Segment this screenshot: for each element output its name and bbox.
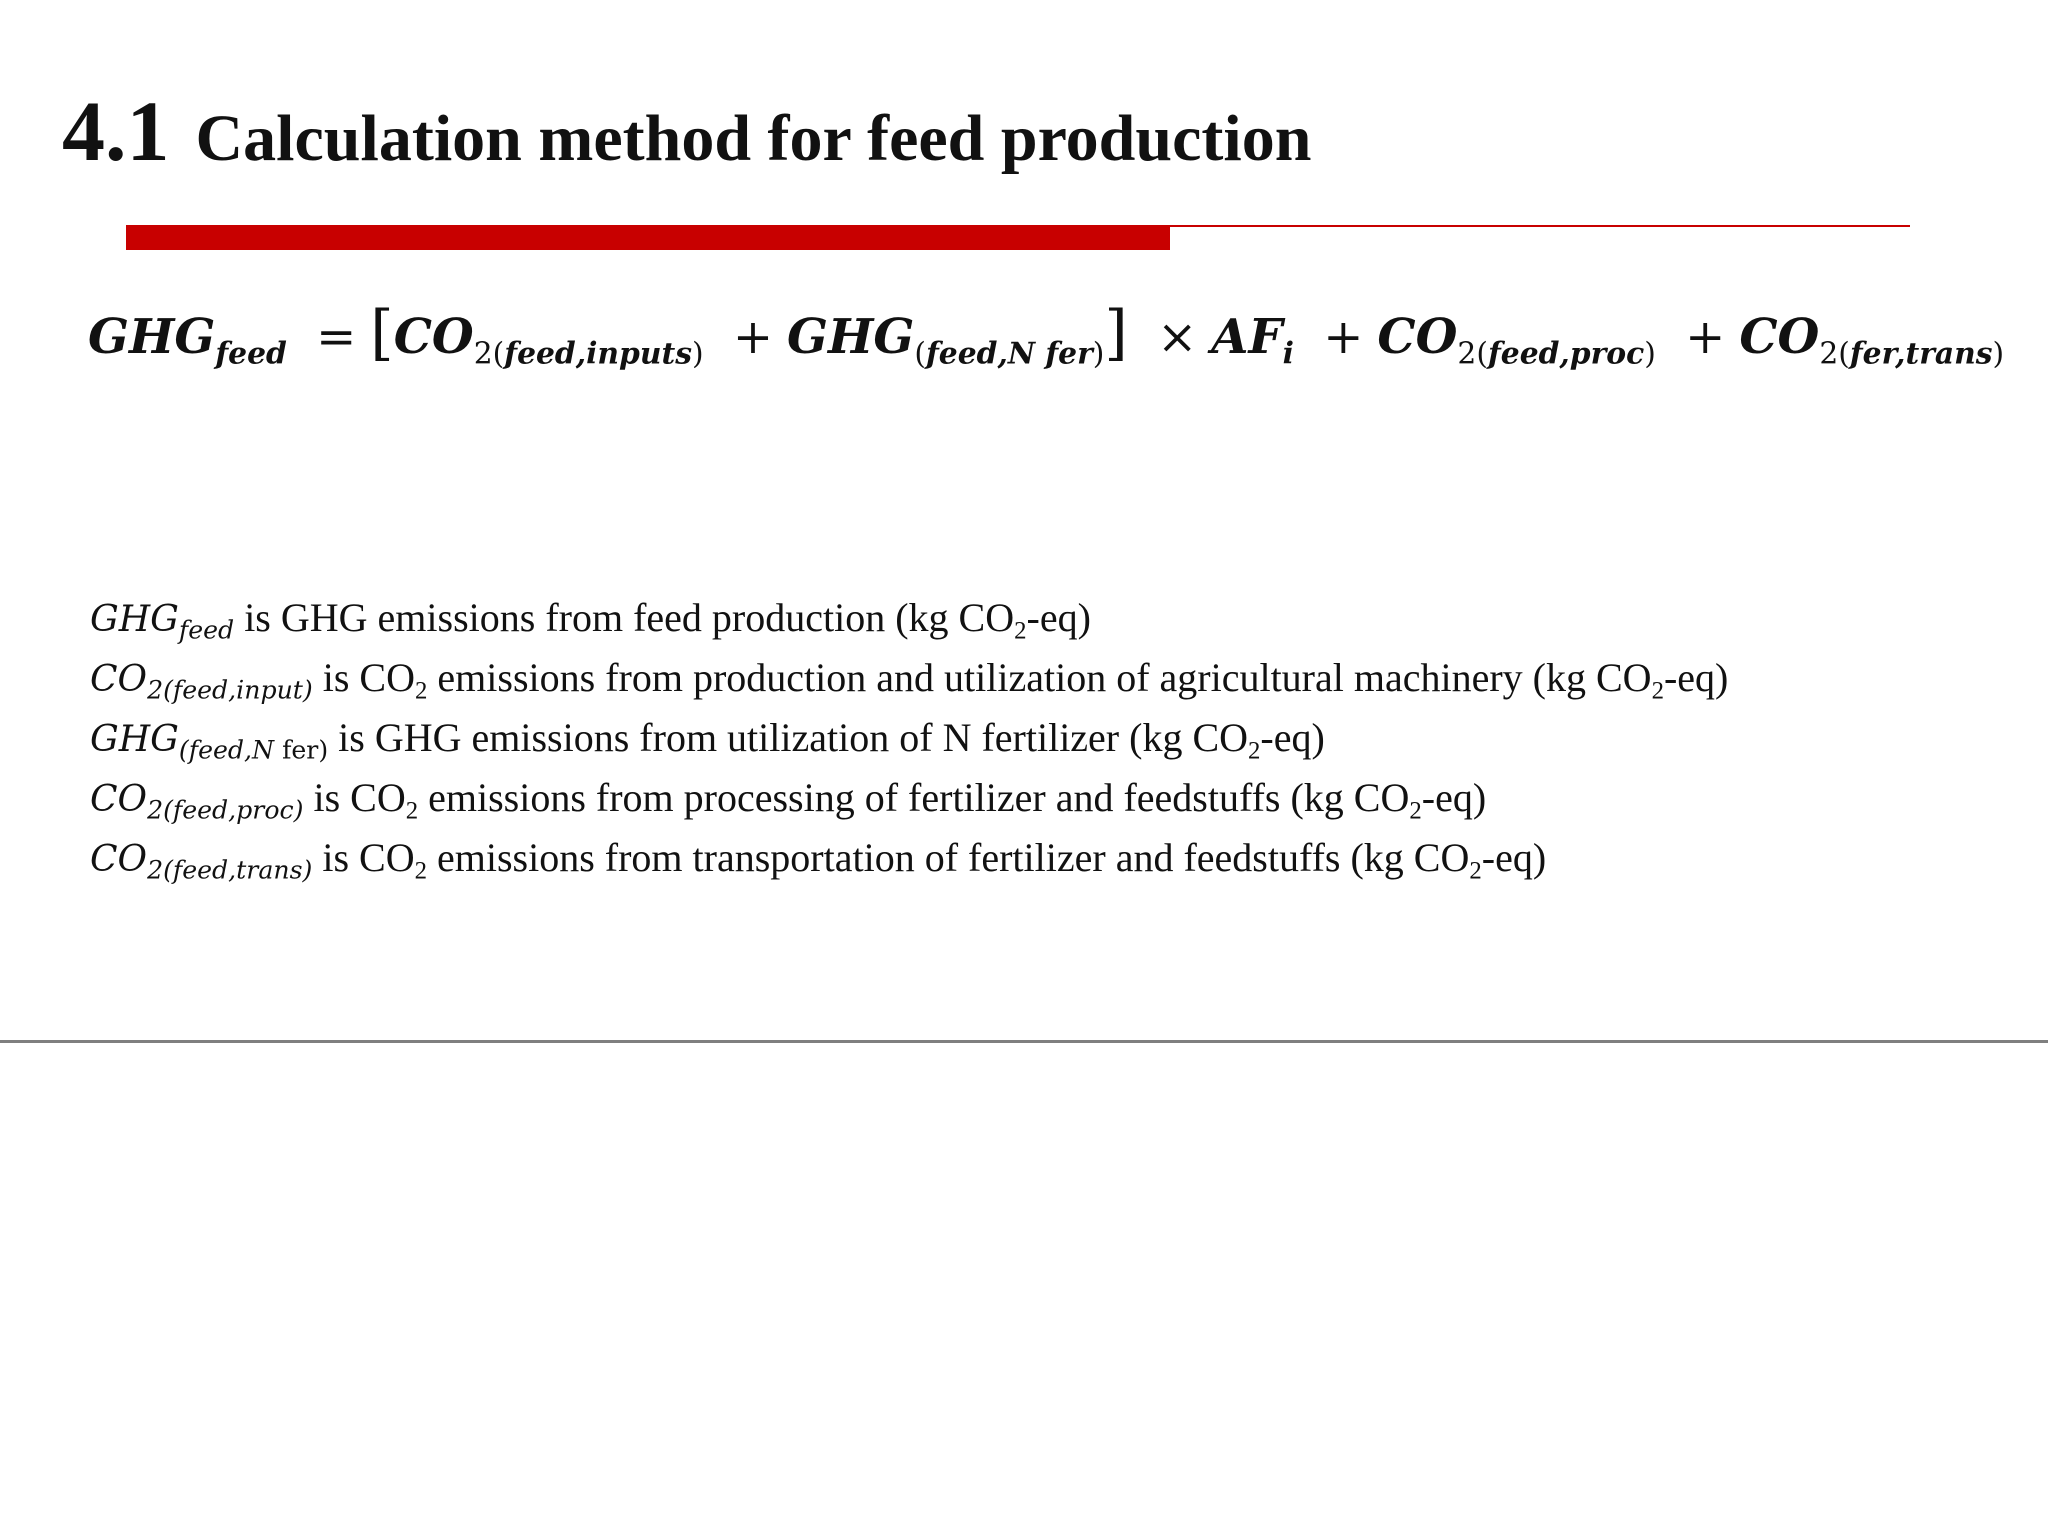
eq-plus-3: + xyxy=(1685,309,1726,365)
title-underline-rule xyxy=(1170,225,1910,227)
eq-term3: CO xyxy=(1377,309,1458,365)
def-symbol: $GHG_{(feed,N fer)}$ xyxy=(90,719,329,765)
definition-ghg-feed-n-fer xyxy=(90,708,1728,768)
eq-term2-sub: (feed,N fer) xyxy=(914,336,1105,372)
eq-plus-1: + xyxy=(732,309,774,365)
section-number: 4.1 xyxy=(62,83,170,179)
def-symbol: $GHG_{feed}$ xyxy=(90,599,235,645)
eq-lhs-sub: feed xyxy=(215,336,287,372)
definition-co2-feed-proc xyxy=(90,768,1728,828)
eq-term3-sub: 2(feed,proc) xyxy=(1457,336,1656,372)
footer-divider xyxy=(0,1040,2048,1043)
definition-co2-feed-trans xyxy=(90,828,1728,888)
section-title: Calculation method for feed production xyxy=(195,102,1312,175)
definition-co2-feed-input xyxy=(90,648,1728,708)
def-text: is $CO_2$ emissions from transportation of fertilizer and feedstuffs (kg $CO_2-eq$) xyxy=(312,835,1547,885)
def-symbol: $CO_{2(feed,proc)}$ xyxy=(90,779,304,825)
eq-close-bracket: ] xyxy=(1104,298,1128,368)
def-symbol: $CO_{2(feed,input)}$ xyxy=(90,659,313,705)
def-text: is $CO_2$ emissions from processing of fertilizer and feedstuffs (kg $CO_2-eq$) xyxy=(303,775,1487,825)
eq-equals: = xyxy=(316,309,357,365)
eq-term4-sub: 2(fer,trans) xyxy=(1819,336,2005,372)
slide-title xyxy=(62,83,1312,179)
def-text: is $CO_2$ emissions from production and utilization of agricultural machinery (kg $CO_2-eq$) xyxy=(312,655,1729,705)
eq-times: × xyxy=(1157,309,1198,365)
eq-term1: CO xyxy=(393,309,474,365)
title-underline-bar xyxy=(126,225,1170,250)
definition-ghg-feed xyxy=(90,588,1728,648)
variable-definitions xyxy=(90,588,1728,888)
def-text: is GHG emissions from feed production (kg $CO_2-eq$) xyxy=(234,595,1091,645)
def-text: is GHG emissions from utilization of N fertilizer (kg $CO_2-eq$) xyxy=(328,715,1325,765)
eq-term4: CO xyxy=(1739,309,1820,365)
eq-plus-2: + xyxy=(1323,309,1364,365)
eq-af: AF xyxy=(1211,309,1283,365)
def-symbol: $CO_{2(feed,trans)}$ xyxy=(90,839,313,885)
eq-open-bracket: [ xyxy=(370,298,394,368)
eq-af-sub: i xyxy=(1282,336,1294,372)
eq-term1-sub: 2(feed,inputs) xyxy=(473,336,704,372)
eq-lhs: GHG xyxy=(88,309,216,365)
eq-term2: GHG xyxy=(787,309,915,365)
ghg-feed-equation xyxy=(88,300,2004,371)
